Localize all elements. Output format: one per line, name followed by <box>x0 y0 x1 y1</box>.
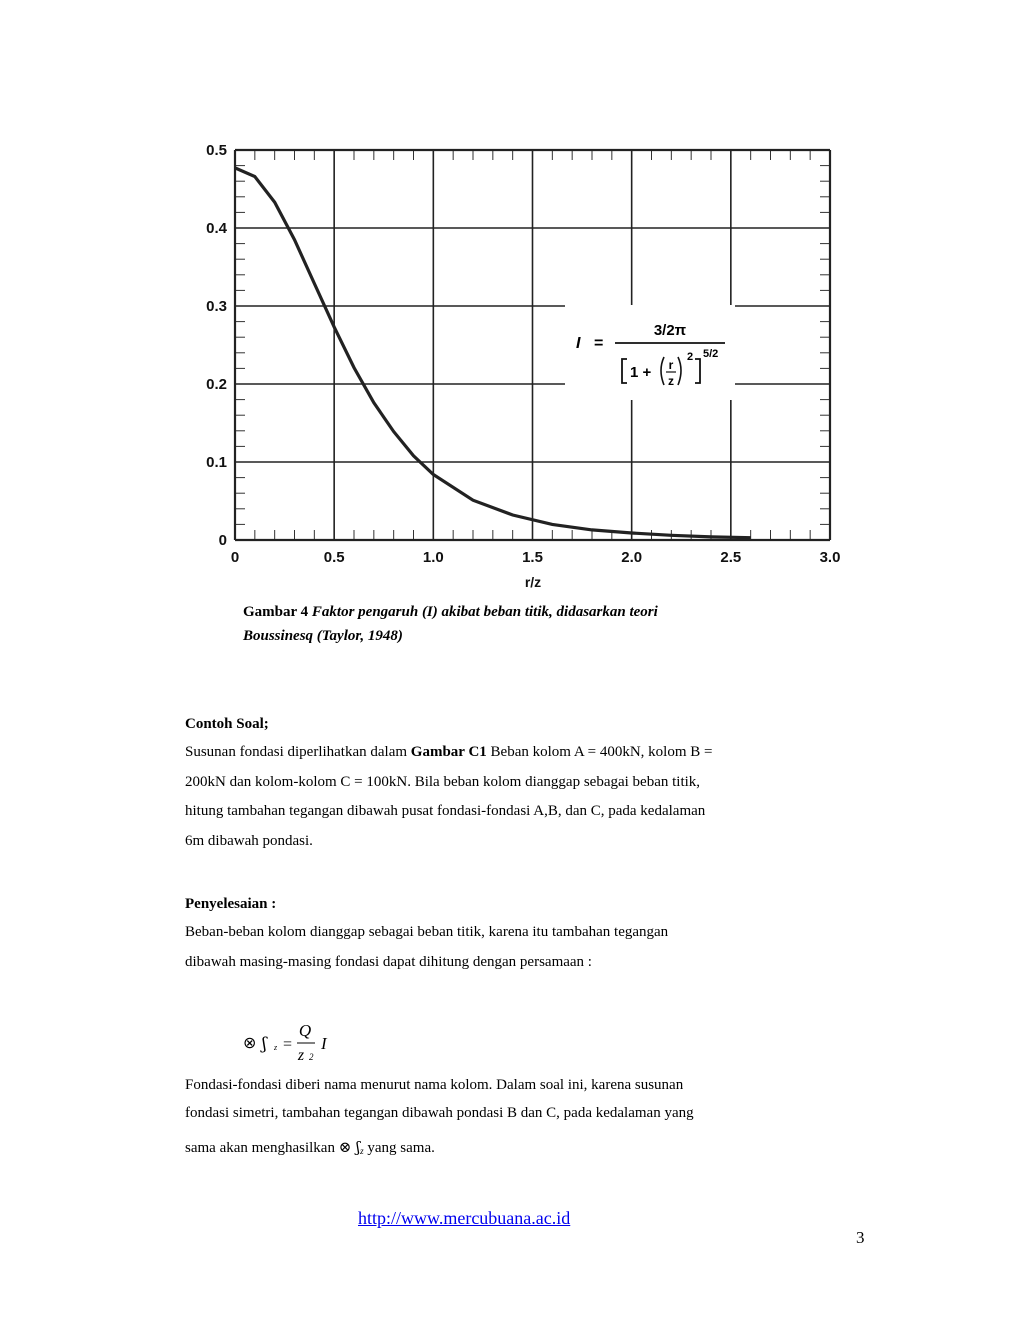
y-tick-label: 0.1 <box>206 454 227 471</box>
formula-r: r <box>668 358 674 372</box>
x-tick-label: 0 <box>230 549 240 566</box>
formula-outer-exp: 5/2 <box>703 348 719 360</box>
solution-line-2: dibawah masing-masing fondasi dapat dihitung dengan persamaan : <box>185 953 592 970</box>
example-line-3: hitung tambahan tegangan dibawah pusat fondasi-fondasi A,B, dan C, pada kedalaman <box>185 803 706 819</box>
eq-equals: = <box>283 1036 293 1053</box>
x-tick-label: 3.0 <box>819 549 841 566</box>
y-tick-label: 0.5 <box>206 142 227 159</box>
example-heading: Contoh Soal; <box>185 716 269 732</box>
y-tick-label: 0.3 <box>206 298 227 315</box>
chart-ticks <box>206 142 840 566</box>
formula-one-plus: 1 + <box>630 364 652 381</box>
footer-url-link[interactable]: http://www.mercubuana.ac.id <box>358 1208 571 1228</box>
x-tick-label: 0.5 <box>323 549 345 566</box>
eq-sigma-sub: z <box>274 1043 278 1052</box>
example-paragraph <box>185 738 805 856</box>
formula-z: z <box>668 374 674 388</box>
y-tick-label: 0.4 <box>206 220 227 237</box>
eq-sigma: ʃ <box>262 1034 267 1054</box>
formula-eq: = <box>594 335 604 352</box>
eq-otimes: ⊗ <box>243 1033 257 1052</box>
solution-line-3: Fondasi-fondasi diberi nama menurut nama kolom. Dalam soal ini, karena susunan <box>185 1077 684 1093</box>
caption-label: Gambar 4 <box>243 604 309 620</box>
eq-factor: I <box>321 1034 327 1053</box>
formula-numerator: 3/2π <box>653 322 687 339</box>
eq-denominator-exp: 2 <box>309 1052 314 1062</box>
figure-caption <box>243 600 763 648</box>
influence-factor-chart <box>190 135 860 595</box>
solution-paragraph-2 <box>185 1071 805 1165</box>
chart-grid <box>235 150 830 540</box>
eq-denominator: z <box>297 1047 305 1064</box>
y-tick-label: 0 <box>218 532 227 549</box>
example-line-2: 200kN dan kolom-kolom C = 100kN. Bila beban kolom dianggap sebagai beban titik, <box>185 773 701 790</box>
y-tick-label: 0.2 <box>206 376 227 393</box>
solution-line-4: fondasi simetri, tambahan tegangan dibawah pondasi B dan C, pada kedalaman yang <box>185 1105 694 1121</box>
eq-numerator: Q <box>298 1021 312 1040</box>
x-tick-label: 1.0 <box>422 549 444 566</box>
formula-lhs: I <box>576 335 581 352</box>
chart-formula-annotation <box>565 305 735 400</box>
solution-paragraph-1 <box>185 918 805 977</box>
page-number: 3 <box>856 1228 865 1247</box>
x-tick-label: 2.0 <box>621 549 643 566</box>
solution-line-5: sama akan menghasilkan ⊗ ʃ$_z$ yang sama. <box>185 1138 435 1156</box>
x-tick-label: 2.5 <box>720 549 742 566</box>
solution-line-1: Beban-beban kolom dianggap sebagai beban titik, karena itu tambahan tegangan <box>185 924 669 940</box>
formula-inner-exp: 2 <box>687 351 694 363</box>
x-axis-label: r/z <box>524 574 542 590</box>
stress-equation <box>243 1018 363 1068</box>
caption-text-line2: Boussinesq (Taylor, 1948) <box>243 628 403 644</box>
example-line-4: 6m dibawah pondasi. <box>185 832 313 849</box>
figure-ref: Gambar C1 <box>410 744 487 760</box>
x-tick-label: 1.5 <box>522 549 543 566</box>
solution-heading: Penyelesaian : <box>185 896 277 912</box>
example-line-1: Susunan fondasi diperlihatkan dalam Gambar C1 Beban kolom A = 400kN, kolom B = <box>185 744 713 760</box>
stress-symbol: ⊗ ʃ <box>338 1138 361 1156</box>
caption-text: Faktor pengaruh (I) akibat beban titik, didasarkan teori <box>311 604 658 620</box>
